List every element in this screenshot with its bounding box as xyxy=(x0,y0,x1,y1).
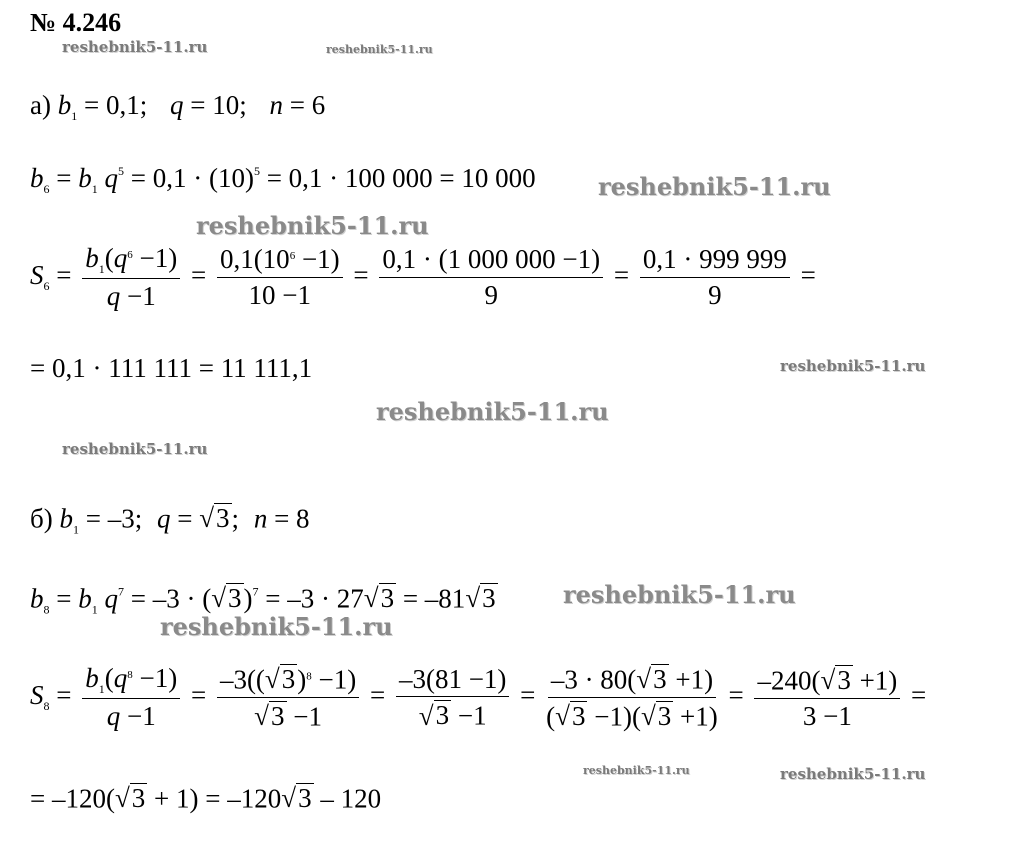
watermark: reshebnik5-11.ru xyxy=(780,765,926,783)
b8-formula: $b_8 = b_1$ $q^7 = -3$ · ( √ 3 )$^7$ = –3 · 27 √ 3 = –81 √ 3 xyxy=(30,583,496,617)
b6-formula: $b_6 = b_1$ $q^5 = 0,1 \cdot (10)^5 = 0,1 \cdot 100$ 000 = 10 000 xyxy=(30,163,536,196)
s8-frac-2: –3(( √ 3 )$^8$ −1) √ 3 −1 xyxy=(217,664,359,732)
watermark: reshebnik5-11.ru xyxy=(62,38,208,56)
n-value: 6 xyxy=(311,90,326,120)
watermark: reshebnik5-11.ru xyxy=(780,357,926,375)
part-b-given: б) $b_1 = -3$; q = √ 3 ; n = 8 xyxy=(30,503,310,537)
part-a-given: а) $b_1 = 0,1$; q = 10; n = 6 xyxy=(30,90,326,123)
watermark: reshebnik5-11.ru xyxy=(62,440,208,458)
part-a-label: а) xyxy=(30,90,51,120)
watermark: reshebnik5-11.ru xyxy=(376,397,609,426)
s8-frac-1: $\frac{b_1(q^8 -1)}{q -1}$ xyxy=(82,664,180,732)
watermark: reshebnik5-11.ru xyxy=(598,172,831,201)
s6-frac-4: $\frac{0,1 \cdot 999 999}{9}$ xyxy=(640,245,790,310)
s8-frac-3: –3(81 −1) √ 3 −1 xyxy=(396,665,509,732)
part-b-result: = –120( √ 3 + 1) = –120 √ 3 – 120 xyxy=(30,783,382,814)
watermark: reshebnik5-11.ru xyxy=(583,764,690,777)
q-value: 10 xyxy=(212,90,240,120)
s6-frac-2: $\frac{0,1(10^6 -1)}{10 -1}$ xyxy=(217,245,343,310)
s8-frac-5: –240( √ 3 +1) 3 −1 xyxy=(754,665,900,732)
b6-expr: 0,1 · (10) xyxy=(152,163,254,193)
watermark: reshebnik5-11.ru xyxy=(160,612,393,641)
b1-value: 0,1 xyxy=(105,90,140,120)
part-b-label: б) xyxy=(30,503,53,534)
s6-formula: $S_6$ = $\frac{b_1(q^6 -1)}{q -1}$ = $\frac{0,1(10^6 -1)}{10 -1}$ = $\frac{0,1 \cdot (1 000 000 -1)}{9}$ = $\frac{0,1 \cdot 999 999}{9}$ = xyxy=(30,243,816,312)
problem-number: № 4.246 xyxy=(30,8,122,37)
s8-formula: $S_8$ = $\frac{b_1(q^8 -1)}{q -1}$ = –3(( √ 3 )$^8$ −1) √ 3 −1 = –3(81 −1) √ 3 −1 = –3 · 80( √ 3 +1) ( √ 3 −1)( √ 3 +1) = –240( √ 3 +1) 3 −1 = xyxy=(30,663,927,732)
s8-frac-4: –3 · 80( √ 3 +1) ( √ 3 −1)( √ 3 +1) xyxy=(546,664,718,732)
n-value: 8 xyxy=(296,503,310,534)
b1-value: –3 xyxy=(107,503,135,534)
b6-result: = 0,1 · 100 000 = 10 000 xyxy=(266,163,536,193)
watermark: reshebnik5-11.ru xyxy=(196,211,429,240)
watermark: reshebnik5-11.ru xyxy=(326,43,433,56)
watermark: reshebnik5-11.ru xyxy=(563,580,796,609)
part-a-result: = 0,1 · 111 111 = 11 111,1 xyxy=(30,353,313,383)
s6-frac-1: $\frac{b_1(q^6 -1)}{q -1}$ xyxy=(82,244,180,312)
s6-frac-3: $\frac{0,1 \cdot (1 000 000 -1)}{9}$ xyxy=(379,245,603,310)
